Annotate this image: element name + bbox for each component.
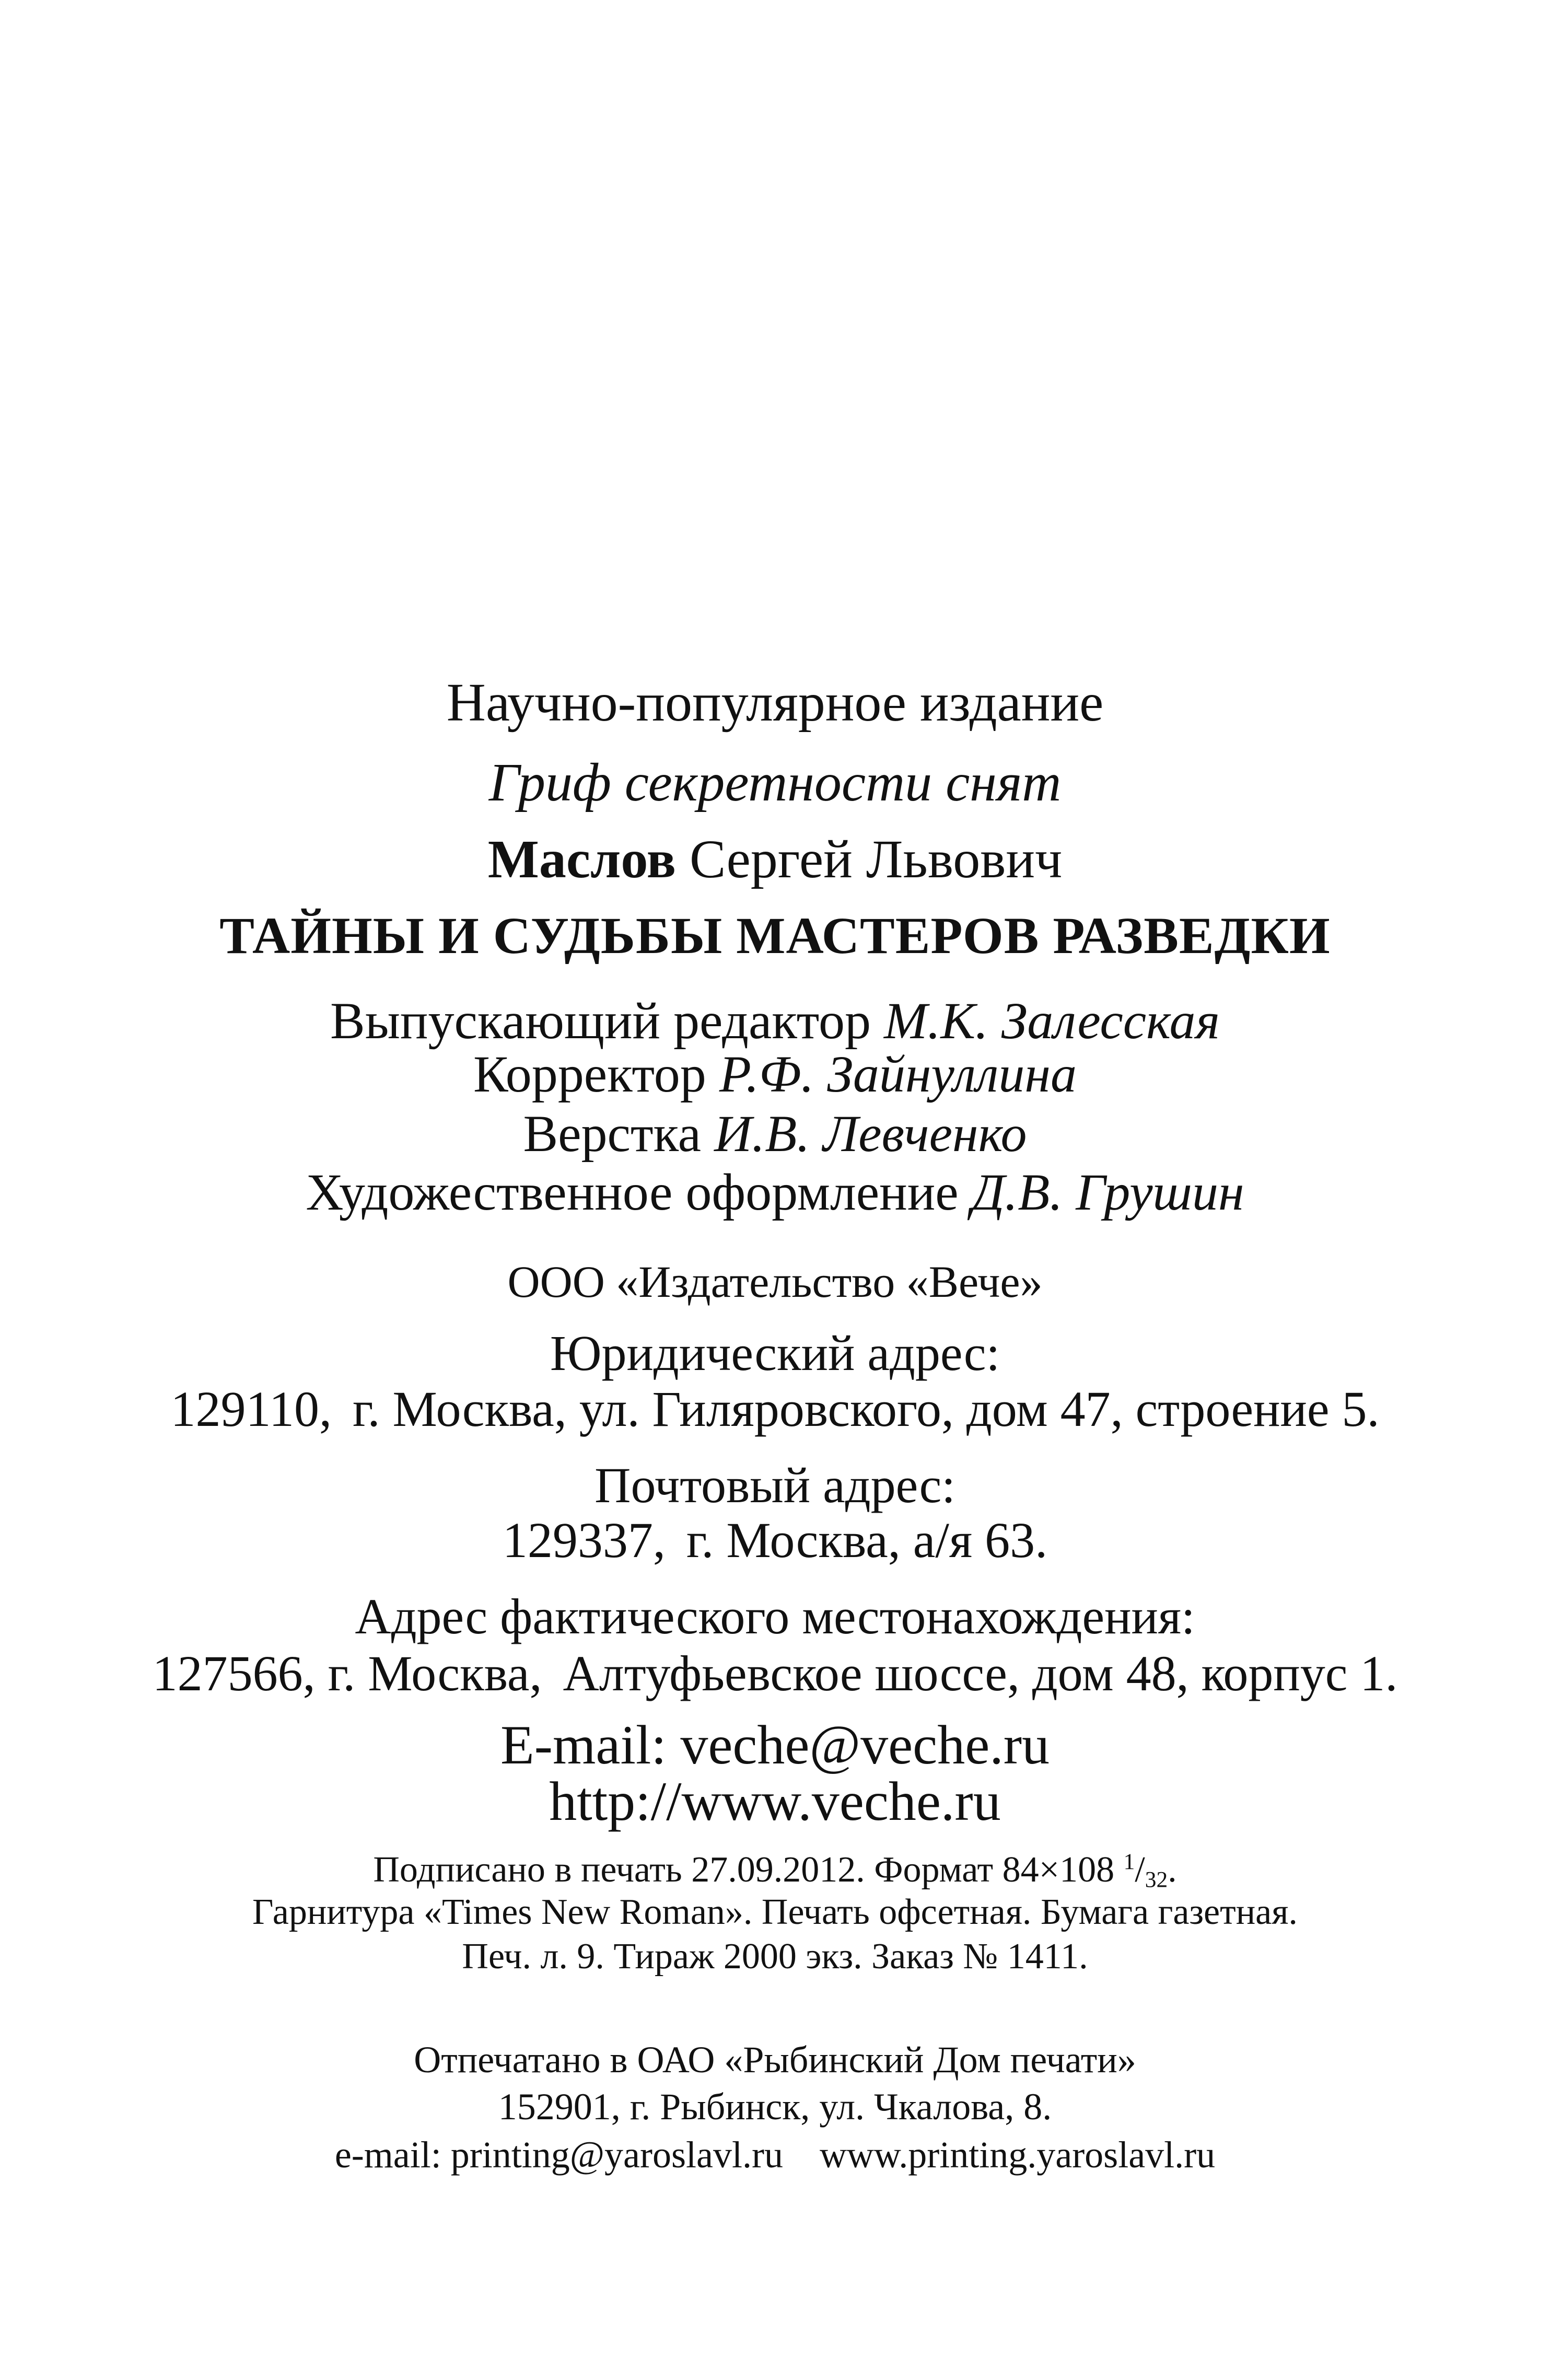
format-fraction-numerator: 1 [1123,1849,1135,1874]
postal-address-label: Почтовый адрес: [595,1457,955,1513]
printer-address: 152901, г. Рыбинск, ул. Чкалова, 8. [498,2086,1052,2128]
publisher-email: E-mail: veche@veche.ru [500,1714,1050,1775]
edition-type: Научно-популярное издание [446,672,1104,733]
imprint-signed: Подписано в печать 27.09.2012. Формат 84×108 $^1/_{32}$. [373,1849,1177,1893]
actual-address: 127566, г. Москва, Алтуфьевское шоссе, дом 48, корпус 1. [152,1645,1398,1701]
printer-website: www.printing.yaroslavl.ru [819,2134,1216,2176]
legal-address-label: Юридический адрес: [550,1325,1000,1381]
printer-contacts [0,2136,1550,2174]
publisher-name: ООО «Издательство «Вече» [507,1257,1043,1307]
format-fraction-denominator: 32 [1145,1867,1168,1893]
actual-address-label: Адрес фактического местонахождения: [355,1588,1195,1644]
author-line [0,829,1550,889]
staff-proofreader: Корректор Р.Ф. Зайнуллина [473,1045,1077,1103]
imprint-typeface: Гарнитура «Times New Roman». Печать офсетная. Бумага газетная. [252,1892,1298,1932]
printer-name: Отпечатано в ОАО «Рыбинский Дом печати» [414,2039,1136,2081]
book-title: ТАЙНЫ И СУДЬБЫ МАСТЕРОВ РАЗВЕДКИ [219,907,1331,965]
imprint-print-run: Печ. л. 9. Тираж 2000 экз. Заказ № 1411. [462,1936,1088,1977]
author-surname: Маслов [487,829,676,889]
staff-layout: Верстка И.В. Левченко [523,1105,1027,1163]
staff-art-design: Художественное оформление Д.В. Грушин [306,1163,1244,1221]
legal-address: 129110, г. Москва, ул. Гиляровского, дом 47, строение 5. [170,1381,1380,1437]
classification-note: Гриф секретности снят [488,752,1062,812]
printer-email: e-mail: printing@yaroslavl.ru [334,2134,783,2176]
author-given-names: Сергей Львович [689,829,1063,889]
postal-address: 129337, г. Москва, а/я 63. [502,1512,1048,1568]
publisher-website: http://www.veche.ru [549,1771,1001,1832]
staff-editor: Выпускающий редактор М.К. Залесская [330,992,1220,1050]
